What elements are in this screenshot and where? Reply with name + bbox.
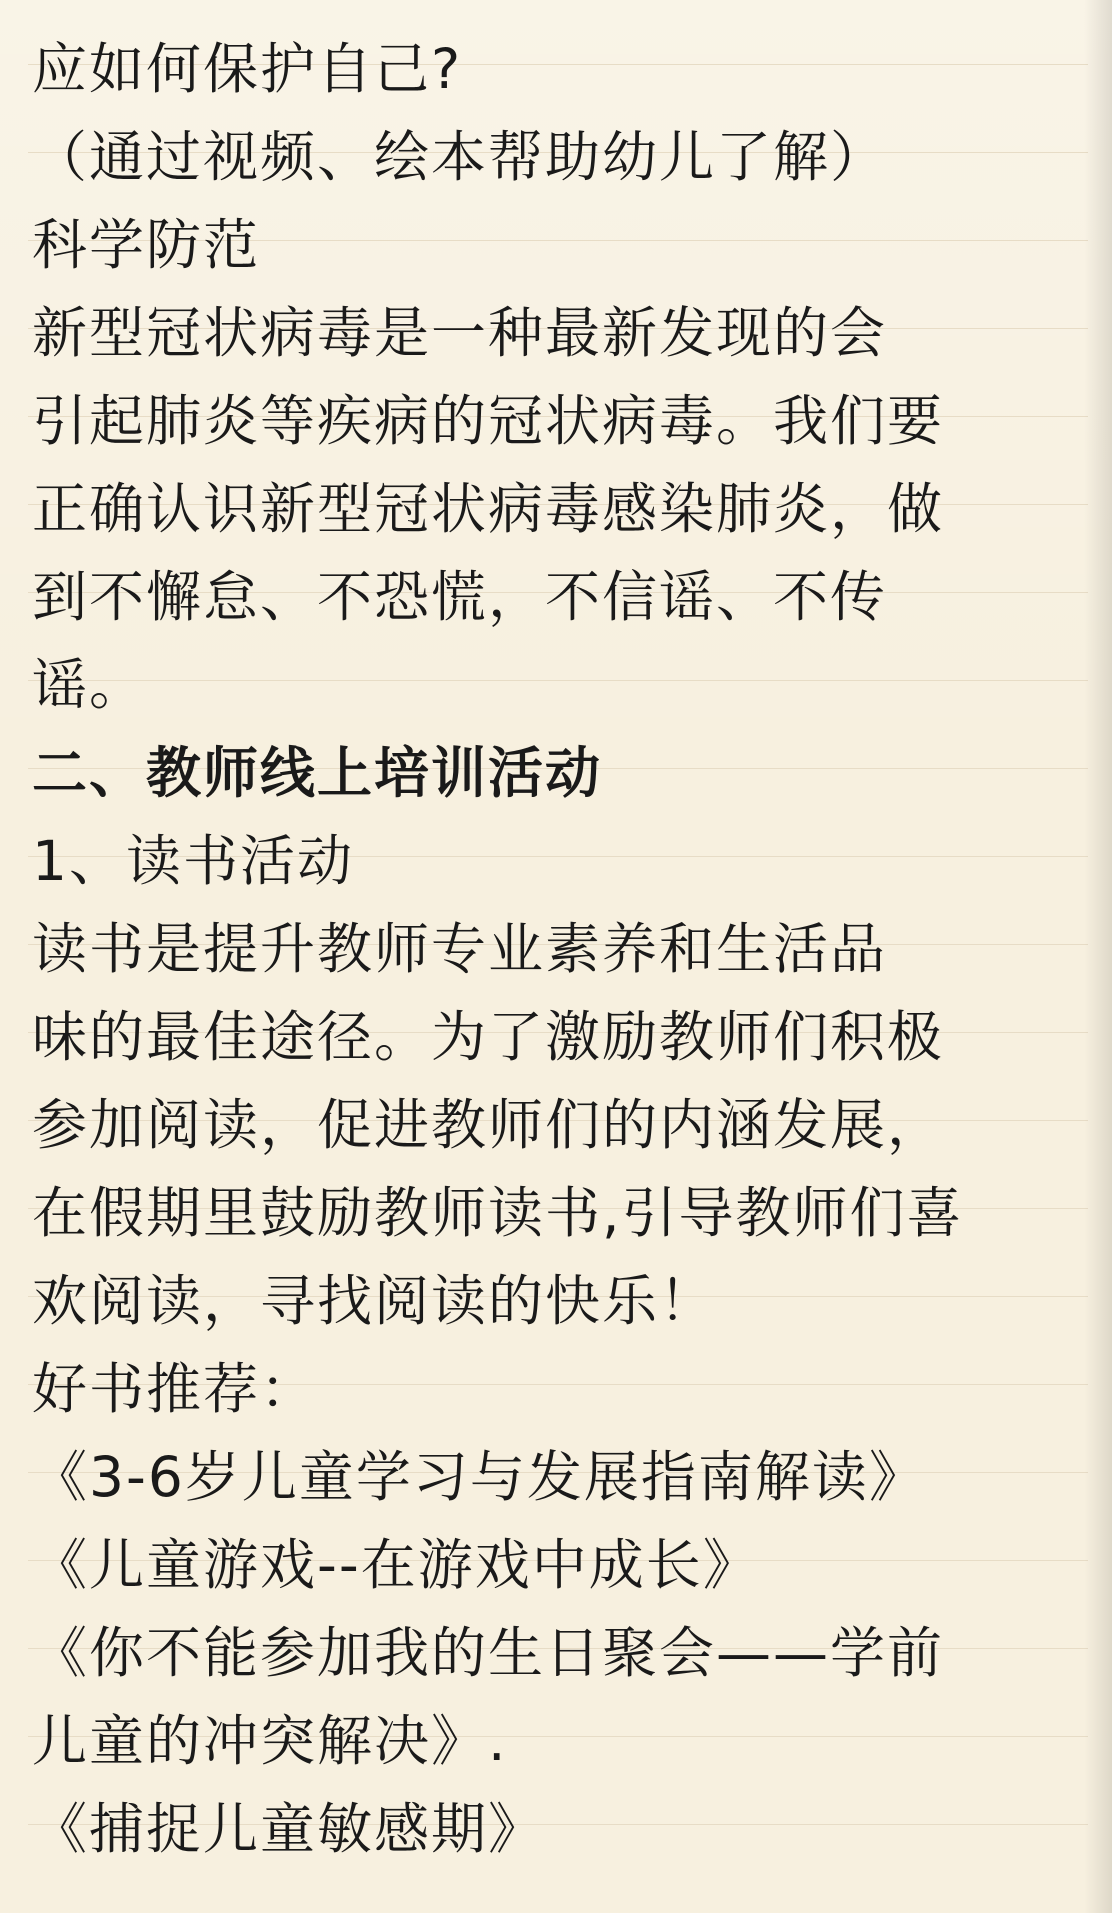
- text-line: 谣。: [32, 653, 147, 717]
- book-title: 《儿童游戏--在游戏中成长》: [32, 1533, 760, 1597]
- text-line: 味的最佳途径。为了激励教师们积极: [32, 1005, 945, 1069]
- section-subtitle: 科学防范: [32, 213, 261, 277]
- text-line: 欢阅读，寻找阅读的快乐！: [32, 1269, 717, 1333]
- book-title: 儿童的冲突解决》.: [32, 1709, 508, 1773]
- text-line: 正确认识新型冠状病毒感染肺炎，做: [32, 477, 945, 541]
- book-title: 《3-6岁儿童学习与发展指南解读》: [32, 1445, 926, 1509]
- text-line: 引起肺炎等疾病的冠状病毒。我们要: [32, 389, 945, 453]
- text-line: 参加阅读，促进教师们的内涵发展，: [32, 1093, 945, 1157]
- text-line: 新型冠状病毒是一种最新发现的会: [32, 301, 888, 365]
- text-line: （通过视频、绘本帮助幼儿了解）: [32, 125, 888, 189]
- book-list-label: 好书推荐：: [32, 1357, 318, 1421]
- text-line: 读书是提升教师专业素养和生活品: [32, 917, 888, 981]
- page-edge-shadow: [1084, 0, 1112, 1913]
- subsection-heading: 1、读书活动: [32, 829, 354, 893]
- text-line: 到不懈怠、不恐慌，不信谣、不传: [32, 565, 888, 629]
- book-title: 《捕捉儿童敏感期》: [32, 1797, 546, 1861]
- section-heading: 二、教师线上培训活动: [32, 741, 603, 805]
- text-line: 应如何保护自己?: [32, 37, 463, 101]
- book-title: 《你不能参加我的生日聚会——学前: [32, 1621, 945, 1685]
- text-line: 在假期里鼓励教师读书,引导教师们喜: [32, 1181, 964, 1245]
